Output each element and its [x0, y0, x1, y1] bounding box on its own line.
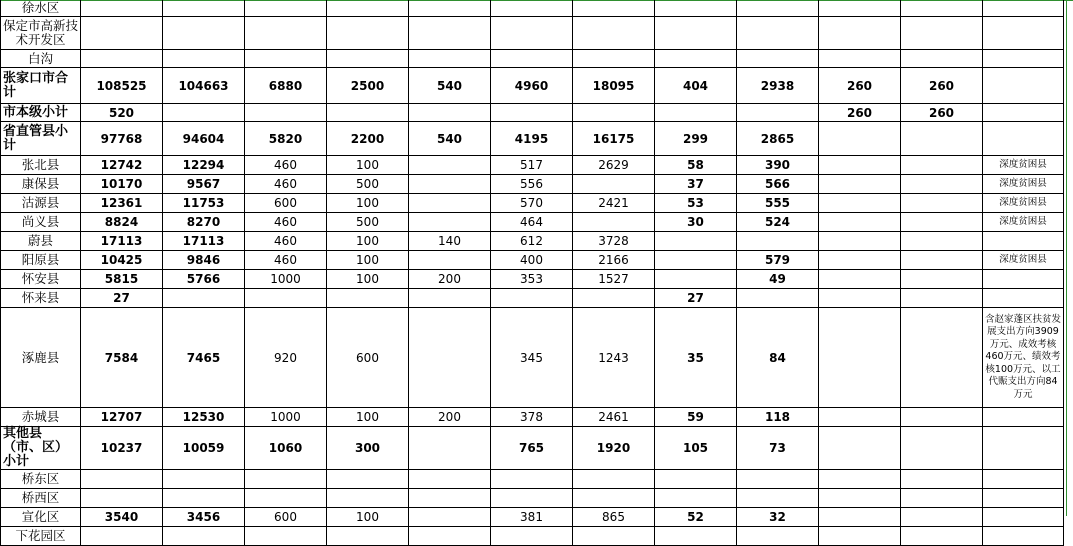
- value-cell[interactable]: [491, 527, 573, 546]
- value-cell[interactable]: 12294: [163, 156, 245, 175]
- table-row: [1, 527, 1064, 546]
- value-cell[interactable]: [491, 104, 573, 122]
- value-cell[interactable]: [573, 527, 655, 546]
- remark-cell[interactable]: [983, 489, 1064, 508]
- value-cell[interactable]: [327, 17, 409, 50]
- value-cell[interactable]: 2200: [327, 122, 409, 156]
- value-cell[interactable]: 353: [491, 270, 573, 289]
- remark-cell[interactable]: [983, 104, 1064, 122]
- value-cell[interactable]: 460: [245, 175, 327, 194]
- value-cell[interactable]: [737, 104, 819, 122]
- value-cell[interactable]: [901, 408, 983, 427]
- table-row: [1, 470, 1064, 489]
- value-cell[interactable]: [901, 270, 983, 289]
- region-name-cell[interactable]: 沽源县: [1, 194, 81, 213]
- value-cell[interactable]: 100: [327, 408, 409, 427]
- value-cell[interactable]: 517: [491, 156, 573, 175]
- remark-cell[interactable]: [983, 527, 1064, 546]
- region-name-cell[interactable]: 市本级小计: [1, 104, 81, 122]
- region-name-cell[interactable]: 下花园区: [1, 527, 81, 546]
- region-name-cell[interactable]: 怀安县: [1, 270, 81, 289]
- value-cell[interactable]: [901, 470, 983, 489]
- value-cell[interactable]: 12530: [163, 408, 245, 427]
- value-cell[interactable]: [655, 251, 737, 270]
- value-cell[interactable]: [81, 17, 163, 50]
- value-cell[interactable]: [327, 470, 409, 489]
- table-row: [1, 194, 1064, 213]
- region-name-cell[interactable]: 赤城县: [1, 408, 81, 427]
- value-cell[interactable]: [409, 308, 491, 408]
- value-cell[interactable]: [81, 50, 163, 68]
- value-cell[interactable]: 12742: [81, 156, 163, 175]
- value-cell[interactable]: 2500: [327, 68, 409, 104]
- value-cell[interactable]: [491, 489, 573, 508]
- region-name-cell[interactable]: 尚义县: [1, 213, 81, 232]
- value-cell[interactable]: [573, 17, 655, 50]
- value-cell[interactable]: 1920: [573, 427, 655, 470]
- value-cell[interactable]: [901, 508, 983, 527]
- remark-cell[interactable]: 深度贫困县: [983, 213, 1064, 232]
- table-row: [1, 508, 1064, 527]
- value-cell[interactable]: 2865: [737, 122, 819, 156]
- value-cell[interactable]: [245, 289, 327, 308]
- remark-cell[interactable]: [983, 0, 1064, 17]
- value-cell[interactable]: [163, 489, 245, 508]
- value-cell[interactable]: 6880: [245, 68, 327, 104]
- value-cell[interactable]: 200: [409, 270, 491, 289]
- remark-cell[interactable]: [983, 232, 1064, 251]
- remark-cell[interactable]: [983, 270, 1064, 289]
- remark-cell[interactable]: [983, 289, 1064, 308]
- value-cell[interactable]: 12707: [81, 408, 163, 427]
- remark-cell[interactable]: [983, 470, 1064, 489]
- value-cell[interactable]: [901, 251, 983, 270]
- region-name-cell[interactable]: 桥东区: [1, 470, 81, 489]
- region-name-cell[interactable]: 涿鹿县: [1, 308, 81, 408]
- value-cell[interactable]: [327, 527, 409, 546]
- value-cell[interactable]: 381: [491, 508, 573, 527]
- value-cell[interactable]: [409, 527, 491, 546]
- value-cell[interactable]: [819, 17, 901, 50]
- value-cell[interactable]: [409, 289, 491, 308]
- table-row: [1, 308, 1064, 408]
- value-cell[interactable]: 9567: [163, 175, 245, 194]
- table-row: [1, 270, 1064, 289]
- value-cell[interactable]: 10170: [81, 175, 163, 194]
- value-cell[interactable]: [737, 50, 819, 68]
- sheet-right-border: [1066, 0, 1067, 516]
- value-cell[interactable]: 2629: [573, 156, 655, 175]
- value-cell[interactable]: [819, 194, 901, 213]
- value-cell[interactable]: 555: [737, 194, 819, 213]
- value-cell[interactable]: [491, 50, 573, 68]
- table-row: [1, 0, 1064, 17]
- value-cell[interactable]: 37: [655, 175, 737, 194]
- value-cell[interactable]: 260: [819, 68, 901, 104]
- value-cell[interactable]: [163, 289, 245, 308]
- value-cell[interactable]: 1243: [573, 308, 655, 408]
- table-row: [1, 122, 1064, 156]
- value-cell[interactable]: 27: [655, 289, 737, 308]
- value-cell[interactable]: 10425: [81, 251, 163, 270]
- value-cell[interactable]: 30: [655, 213, 737, 232]
- value-cell[interactable]: [819, 251, 901, 270]
- remark-cell[interactable]: [983, 508, 1064, 527]
- table-row: [1, 289, 1064, 308]
- value-cell[interactable]: [737, 289, 819, 308]
- table-row: [1, 50, 1064, 68]
- value-cell[interactable]: 404: [655, 68, 737, 104]
- value-cell[interactable]: 1060: [245, 427, 327, 470]
- table-row: [1, 17, 1064, 50]
- value-cell[interactable]: 378: [491, 408, 573, 427]
- value-cell[interactable]: [81, 489, 163, 508]
- value-cell[interactable]: [327, 289, 409, 308]
- value-cell[interactable]: 612: [491, 232, 573, 251]
- value-cell[interactable]: 865: [573, 508, 655, 527]
- value-cell[interactable]: [819, 50, 901, 68]
- value-cell[interactable]: [327, 489, 409, 508]
- value-cell[interactable]: 84: [737, 308, 819, 408]
- remark-cell[interactable]: 深度贫困县: [983, 251, 1064, 270]
- value-cell[interactable]: [655, 0, 737, 17]
- value-cell[interactable]: [655, 104, 737, 122]
- value-cell[interactable]: 105: [655, 427, 737, 470]
- value-cell[interactable]: [327, 50, 409, 68]
- value-cell[interactable]: 9846: [163, 251, 245, 270]
- value-cell[interactable]: 2166: [573, 251, 655, 270]
- value-cell[interactable]: [737, 0, 819, 17]
- region-name-cell[interactable]: 张北县: [1, 156, 81, 175]
- value-cell[interactable]: 49: [737, 270, 819, 289]
- value-cell[interactable]: [819, 175, 901, 194]
- region-name-cell[interactable]: 桥西区: [1, 489, 81, 508]
- value-cell[interactable]: 500: [327, 213, 409, 232]
- value-cell[interactable]: 7584: [81, 308, 163, 408]
- value-cell[interactable]: 345: [491, 308, 573, 408]
- value-cell[interactable]: [409, 427, 491, 470]
- value-cell[interactable]: 540: [409, 68, 491, 104]
- value-cell[interactable]: [245, 489, 327, 508]
- value-cell[interactable]: [901, 489, 983, 508]
- value-cell[interactable]: [819, 213, 901, 232]
- value-cell[interactable]: [81, 0, 163, 17]
- value-cell[interactable]: 3456: [163, 508, 245, 527]
- value-cell[interactable]: [901, 50, 983, 68]
- remark-cell[interactable]: [983, 122, 1064, 156]
- value-cell[interactable]: 140: [409, 232, 491, 251]
- value-cell[interactable]: [163, 17, 245, 50]
- value-cell[interactable]: 2461: [573, 408, 655, 427]
- value-cell[interactable]: 100: [327, 232, 409, 251]
- value-cell[interactable]: [81, 527, 163, 546]
- value-cell[interactable]: 2421: [573, 194, 655, 213]
- value-cell[interactable]: [737, 17, 819, 50]
- remark-cell[interactable]: [983, 427, 1064, 470]
- value-cell[interactable]: [655, 232, 737, 251]
- value-cell[interactable]: 10059: [163, 427, 245, 470]
- value-cell[interactable]: 59: [655, 408, 737, 427]
- value-cell[interactable]: [901, 213, 983, 232]
- value-cell[interactable]: 260: [901, 68, 983, 104]
- value-cell[interactable]: [819, 470, 901, 489]
- table-row: [1, 489, 1064, 508]
- table-row: [1, 213, 1064, 232]
- value-cell[interactable]: [901, 122, 983, 156]
- value-cell[interactable]: [655, 17, 737, 50]
- value-cell[interactable]: [655, 470, 737, 489]
- value-cell[interactable]: [491, 0, 573, 17]
- value-cell[interactable]: 53: [655, 194, 737, 213]
- value-cell[interactable]: 460: [245, 232, 327, 251]
- value-cell[interactable]: [573, 289, 655, 308]
- value-cell[interactable]: [409, 508, 491, 527]
- value-cell[interactable]: [819, 122, 901, 156]
- value-cell[interactable]: 460: [245, 156, 327, 175]
- region-name-cell[interactable]: 其他县（市、区）小计: [1, 427, 81, 470]
- value-cell[interactable]: 11753: [163, 194, 245, 213]
- remark-cell[interactable]: [983, 50, 1064, 68]
- value-cell[interactable]: 35: [655, 308, 737, 408]
- value-cell[interactable]: [655, 489, 737, 508]
- value-cell[interactable]: [819, 289, 901, 308]
- value-cell[interactable]: 460: [245, 213, 327, 232]
- value-cell[interactable]: 260: [819, 104, 901, 122]
- value-cell[interactable]: [163, 104, 245, 122]
- value-cell[interactable]: [901, 0, 983, 17]
- value-cell[interactable]: [819, 489, 901, 508]
- value-cell[interactable]: [245, 17, 327, 50]
- value-cell[interactable]: [491, 17, 573, 50]
- value-cell[interactable]: [819, 0, 901, 17]
- value-cell[interactable]: 400: [491, 251, 573, 270]
- value-cell[interactable]: 4960: [491, 68, 573, 104]
- value-cell[interactable]: [901, 427, 983, 470]
- value-cell[interactable]: 3540: [81, 508, 163, 527]
- value-cell[interactable]: 8824: [81, 213, 163, 232]
- value-cell[interactable]: [163, 50, 245, 68]
- region-name-cell[interactable]: 宣化区: [1, 508, 81, 527]
- value-cell[interactable]: [409, 489, 491, 508]
- value-cell[interactable]: 300: [327, 427, 409, 470]
- value-cell[interactable]: [737, 470, 819, 489]
- value-cell[interactable]: [819, 408, 901, 427]
- value-cell[interactable]: [81, 470, 163, 489]
- value-cell[interactable]: [409, 104, 491, 122]
- value-cell[interactable]: [737, 527, 819, 546]
- value-cell[interactable]: [819, 508, 901, 527]
- value-cell[interactable]: [655, 50, 737, 68]
- value-cell[interactable]: 97768: [81, 122, 163, 156]
- table-row: [1, 232, 1064, 251]
- value-cell[interactable]: 17113: [163, 232, 245, 251]
- value-cell[interactable]: 566: [737, 175, 819, 194]
- value-cell[interactable]: [409, 175, 491, 194]
- remark-cell[interactable]: 深度贫困县: [983, 194, 1064, 213]
- value-cell[interactable]: [901, 232, 983, 251]
- value-cell[interactable]: [573, 175, 655, 194]
- value-cell[interactable]: 16175: [573, 122, 655, 156]
- value-cell[interactable]: 5820: [245, 122, 327, 156]
- value-cell[interactable]: [163, 470, 245, 489]
- value-cell[interactable]: 600: [327, 308, 409, 408]
- value-cell[interactable]: 920: [245, 308, 327, 408]
- value-cell[interactable]: 100: [327, 251, 409, 270]
- value-cell[interactable]: 4195: [491, 122, 573, 156]
- region-name-cell[interactable]: 白沟: [1, 50, 81, 68]
- value-cell[interactable]: [327, 0, 409, 17]
- value-cell[interactable]: 524: [737, 213, 819, 232]
- region-name-cell[interactable]: 康保县: [1, 175, 81, 194]
- value-cell[interactable]: [163, 527, 245, 546]
- value-cell[interactable]: 520: [81, 104, 163, 122]
- value-cell[interactable]: 540: [409, 122, 491, 156]
- value-cell[interactable]: 579: [737, 251, 819, 270]
- value-cell[interactable]: [245, 470, 327, 489]
- value-cell[interactable]: [573, 213, 655, 232]
- value-cell[interactable]: [409, 470, 491, 489]
- region-name-cell[interactable]: 徐水区: [1, 0, 81, 17]
- table-row: [1, 156, 1064, 175]
- value-cell[interactable]: 100: [327, 156, 409, 175]
- value-cell[interactable]: [491, 289, 573, 308]
- value-cell[interactable]: [819, 527, 901, 546]
- value-cell[interactable]: [819, 427, 901, 470]
- value-cell[interactable]: 1527: [573, 270, 655, 289]
- value-cell[interactable]: 32: [737, 508, 819, 527]
- value-cell[interactable]: [901, 308, 983, 408]
- value-cell[interactable]: 570: [491, 194, 573, 213]
- value-cell[interactable]: 108525: [81, 68, 163, 104]
- value-cell[interactable]: 200: [409, 408, 491, 427]
- value-cell[interactable]: [573, 470, 655, 489]
- value-cell[interactable]: 27: [81, 289, 163, 308]
- value-cell[interactable]: [409, 194, 491, 213]
- table-row: [1, 251, 1064, 270]
- value-cell[interactable]: 556: [491, 175, 573, 194]
- value-cell[interactable]: [819, 270, 901, 289]
- value-cell[interactable]: [409, 0, 491, 17]
- value-cell[interactable]: [245, 0, 327, 17]
- value-cell[interactable]: [409, 251, 491, 270]
- value-cell[interactable]: [901, 17, 983, 50]
- value-cell[interactable]: 52: [655, 508, 737, 527]
- value-cell[interactable]: 500: [327, 175, 409, 194]
- value-cell[interactable]: [737, 489, 819, 508]
- value-cell[interactable]: [819, 308, 901, 408]
- remark-cell[interactable]: [983, 408, 1064, 427]
- value-cell[interactable]: [655, 527, 737, 546]
- region-name-cell[interactable]: 怀来县: [1, 289, 81, 308]
- value-cell[interactable]: 100: [327, 508, 409, 527]
- value-cell[interactable]: 94604: [163, 122, 245, 156]
- value-cell[interactable]: [819, 232, 901, 251]
- value-cell[interactable]: [409, 156, 491, 175]
- value-cell[interactable]: [901, 289, 983, 308]
- value-cell[interactable]: 5815: [81, 270, 163, 289]
- table-row: [1, 68, 1064, 104]
- value-cell[interactable]: [901, 175, 983, 194]
- value-cell[interactable]: [573, 104, 655, 122]
- value-cell[interactable]: [245, 527, 327, 546]
- value-cell[interactable]: 1000: [245, 408, 327, 427]
- value-cell[interactable]: [409, 50, 491, 68]
- value-cell[interactable]: 18095: [573, 68, 655, 104]
- value-cell[interactable]: 600: [245, 508, 327, 527]
- region-name-cell[interactable]: 阳原县: [1, 251, 81, 270]
- remark-cell[interactable]: [983, 17, 1064, 50]
- value-cell[interactable]: 2938: [737, 68, 819, 104]
- value-cell[interactable]: 12361: [81, 194, 163, 213]
- value-cell[interactable]: 58: [655, 156, 737, 175]
- value-cell[interactable]: [901, 527, 983, 546]
- value-cell[interactable]: [737, 232, 819, 251]
- value-cell[interactable]: 5766: [163, 270, 245, 289]
- remark-cell[interactable]: [983, 68, 1064, 104]
- value-cell[interactable]: [573, 489, 655, 508]
- value-cell[interactable]: 100: [327, 270, 409, 289]
- value-cell[interactable]: 73: [737, 427, 819, 470]
- value-cell[interactable]: 765: [491, 427, 573, 470]
- region-name-cell[interactable]: 省直管县小计: [1, 122, 81, 156]
- value-cell[interactable]: [409, 17, 491, 50]
- region-name-cell[interactable]: 蔚县: [1, 232, 81, 251]
- table-row: [1, 408, 1064, 427]
- value-cell[interactable]: [901, 156, 983, 175]
- value-cell[interactable]: 460: [245, 251, 327, 270]
- value-cell[interactable]: [573, 50, 655, 68]
- table-row: [1, 104, 1064, 122]
- value-cell[interactable]: 10237: [81, 427, 163, 470]
- value-cell[interactable]: 3728: [573, 232, 655, 251]
- value-cell[interactable]: 7465: [163, 308, 245, 408]
- value-cell[interactable]: [409, 213, 491, 232]
- remark-cell[interactable]: 深度贫困县: [983, 156, 1064, 175]
- value-cell[interactable]: 17113: [81, 232, 163, 251]
- value-cell[interactable]: 600: [245, 194, 327, 213]
- value-cell[interactable]: 464: [491, 213, 573, 232]
- remark-cell[interactable]: 含赵家蓬区扶贫发展支出方向3909万元、成效考核460万元、绩效考核100万元、以工代赈支出方向84万元: [983, 308, 1064, 408]
- value-cell[interactable]: [163, 0, 245, 17]
- value-cell[interactable]: [327, 104, 409, 122]
- remark-cell[interactable]: 深度贫困县: [983, 175, 1064, 194]
- value-cell[interactable]: [491, 470, 573, 489]
- value-cell[interactable]: 390: [737, 156, 819, 175]
- value-cell[interactable]: [573, 0, 655, 17]
- value-cell[interactable]: 118: [737, 408, 819, 427]
- value-cell[interactable]: 8270: [163, 213, 245, 232]
- value-cell[interactable]: 100: [327, 194, 409, 213]
- region-name-cell[interactable]: 保定市高新技术开发区: [1, 17, 81, 50]
- value-cell[interactable]: [245, 104, 327, 122]
- region-name-cell[interactable]: 张家口市合计: [1, 68, 81, 104]
- value-cell[interactable]: 104663: [163, 68, 245, 104]
- value-cell[interactable]: [245, 50, 327, 68]
- value-cell[interactable]: [655, 270, 737, 289]
- value-cell[interactable]: 1000: [245, 270, 327, 289]
- value-cell[interactable]: [819, 156, 901, 175]
- table-row: [1, 175, 1064, 194]
- value-cell[interactable]: 260: [901, 104, 983, 122]
- table-row: [1, 427, 1064, 470]
- value-cell[interactable]: 299: [655, 122, 737, 156]
- value-cell[interactable]: [901, 194, 983, 213]
